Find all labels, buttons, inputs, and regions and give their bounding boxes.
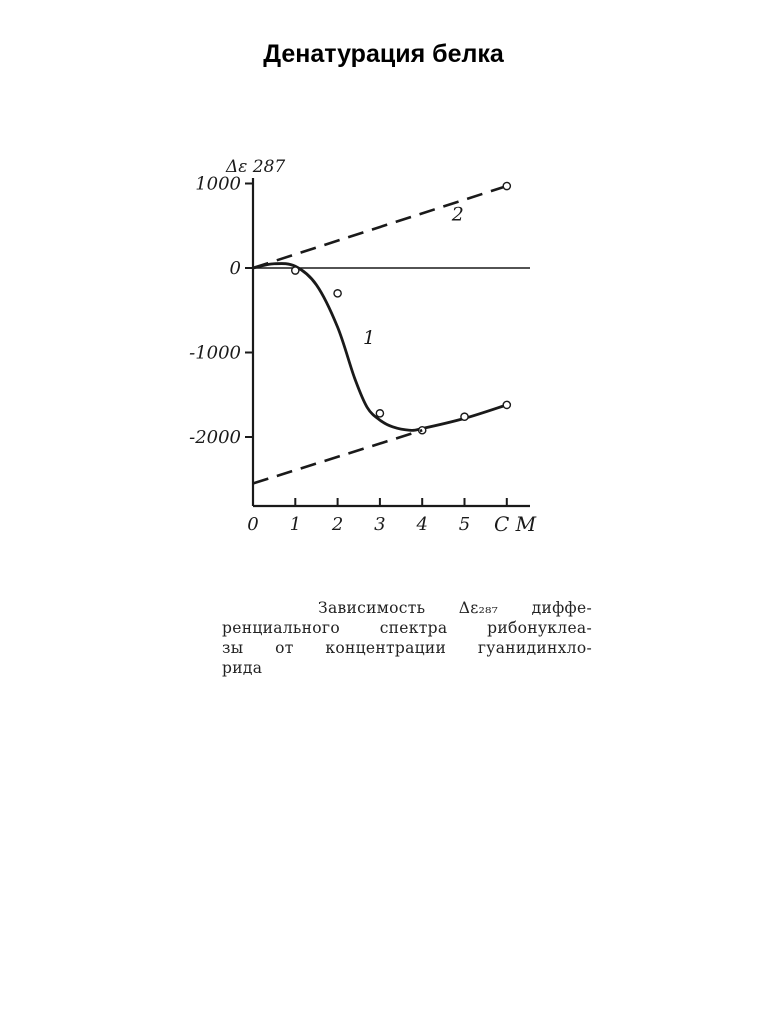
y-tick-label: -1000 (189, 342, 241, 364)
chart-labels (189, 157, 537, 536)
x-tick-label: 3 (374, 514, 386, 535)
chart-axes (245, 178, 530, 506)
data-point (292, 267, 299, 274)
y-tick-label: 0 (229, 258, 241, 279)
series-line-1 (253, 264, 507, 431)
x-tick-label: 4 (416, 514, 428, 535)
data-point (376, 410, 383, 417)
x-tick-label: 1 (289, 514, 302, 535)
x-axis-label: C M (494, 512, 537, 536)
y-axis-label: Δε 287 (226, 157, 286, 177)
x-tick-label: 0 (247, 514, 259, 535)
caption-line-1: Зависимость Δε₂₈₇ диффе- (318, 599, 592, 617)
series-label-1: 1 (362, 327, 376, 350)
data-point (461, 413, 468, 420)
series-line-2 (253, 186, 507, 268)
figure-caption (222, 598, 592, 678)
chart-series (253, 182, 510, 483)
series-line-baseline-2 (253, 430, 422, 483)
slide-title: Денатурация белка (263, 40, 504, 68)
data-point (334, 290, 341, 297)
x-tick-label: 5 (458, 514, 471, 535)
data-point (503, 401, 510, 408)
x-tick-label: 2 (331, 514, 344, 535)
data-point (503, 182, 510, 189)
caption-line-3: зы от концентрации гуанидинхло- (222, 639, 592, 657)
caption-line-2: ренциального спектра рибонуклеа- (222, 619, 592, 637)
y-tick-label: -2000 (189, 427, 241, 448)
y-tick-label: 1000 (195, 173, 241, 195)
caption-line-4: рида (222, 659, 263, 677)
series-label-2: 2 (451, 203, 464, 226)
